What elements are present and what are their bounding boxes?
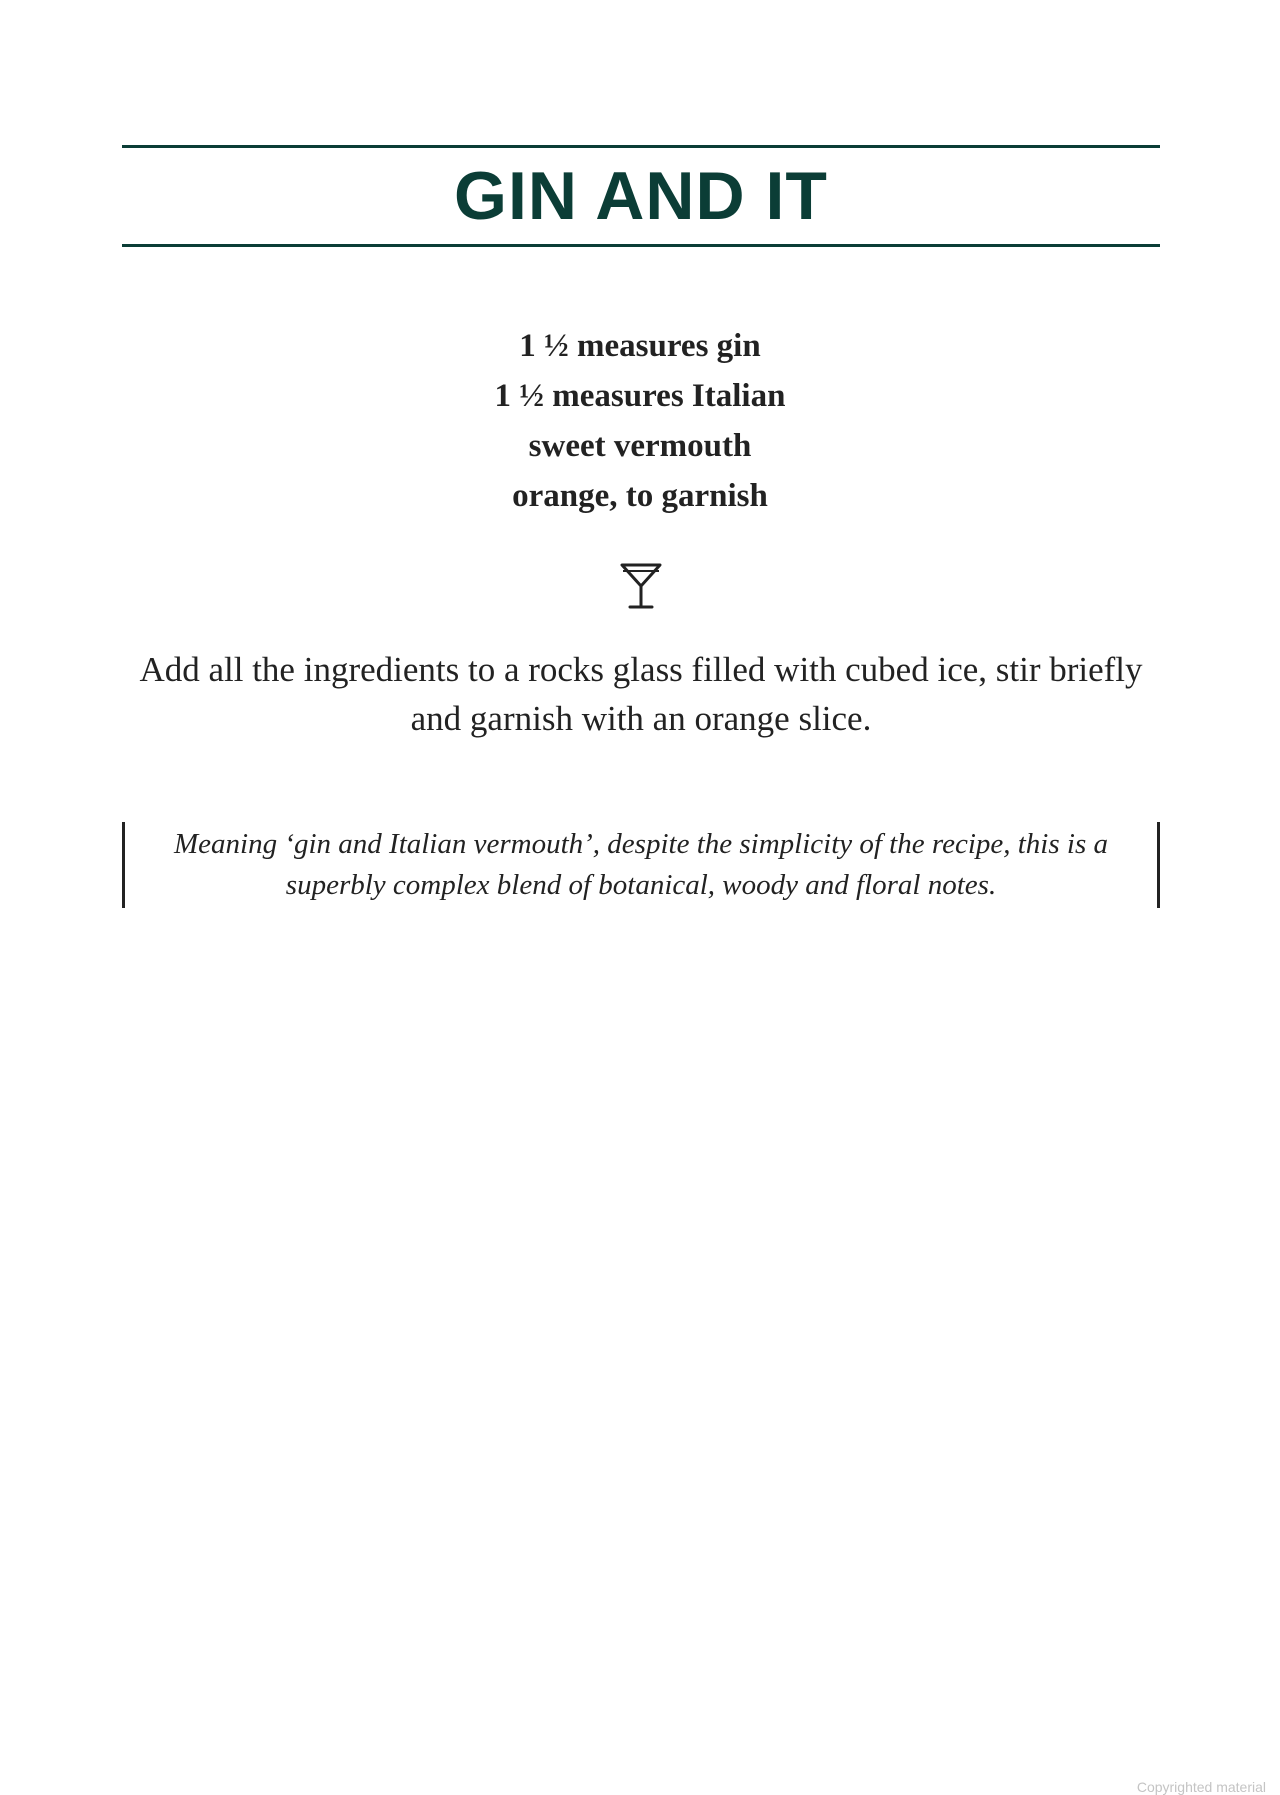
note-block [122, 822, 1160, 908]
ingredients-list [0, 321, 1280, 521]
copyright-notice: Copyrighted material [1136, 1779, 1266, 1795]
ingredient-item: 1 ½ measures Italian [494, 378, 786, 414]
note-text: Meaning ‘gin and Italian vermouth’, despite the simplicity of the recipe, this is a superbly complex blend of botanical, woody and floral notes. [173, 828, 1108, 901]
ingredient-item: sweet vermouth [528, 428, 752, 464]
recipe-title: GIN AND IT [454, 158, 828, 234]
method-text: Add all the ingredients to a rocks glass filled with cubed ice, stir briefly and garnish with an orange slice. [139, 650, 1143, 738]
ingredient-item: 1 ½ measures gin [519, 328, 761, 364]
ingredient-item: orange, to garnish [512, 478, 768, 514]
title-block [122, 145, 1160, 247]
cocktail-glass-icon [619, 562, 663, 610]
